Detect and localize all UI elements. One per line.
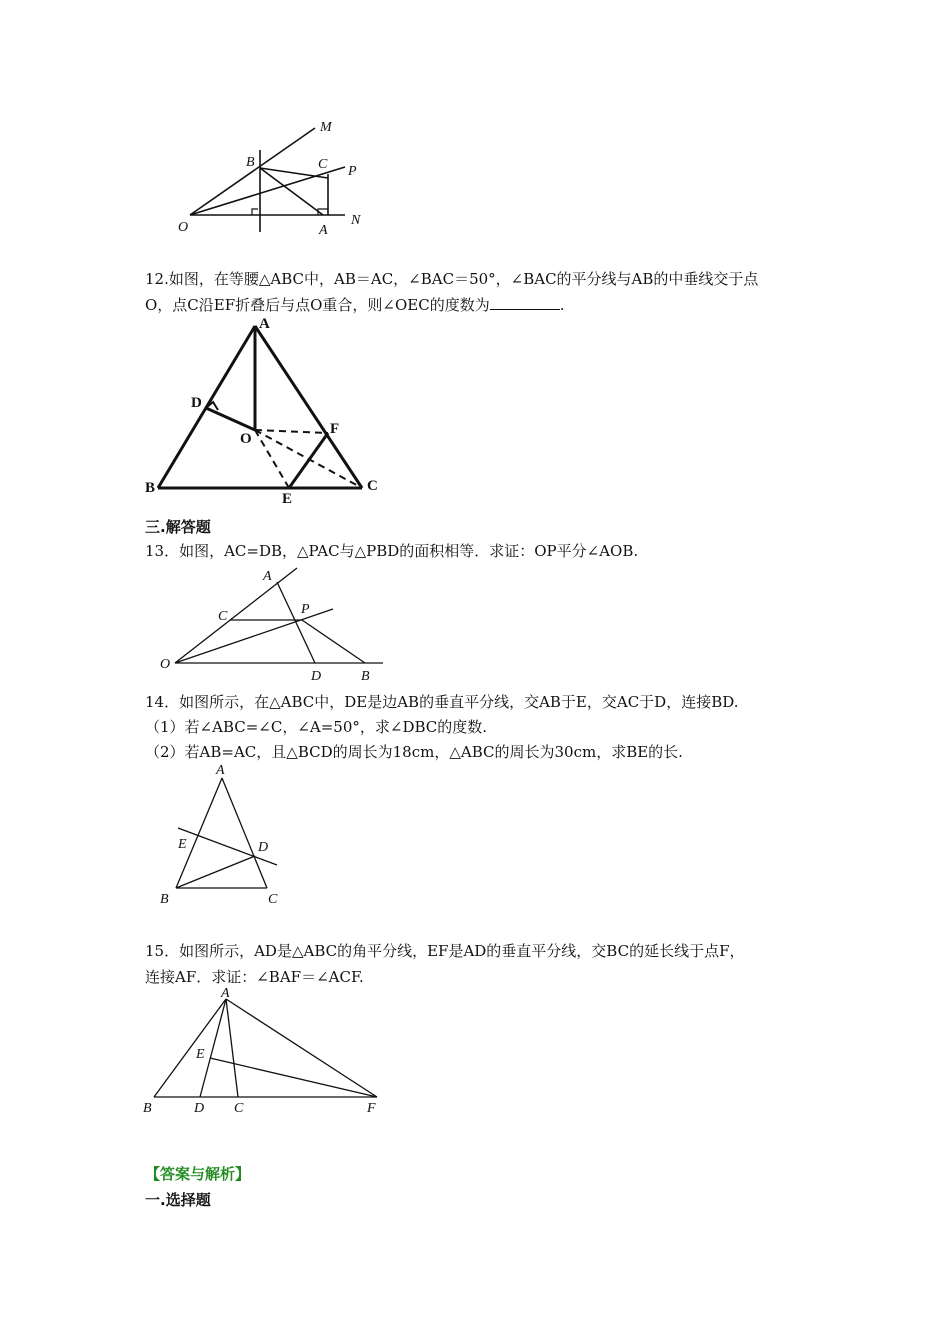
fig11-label-m: M: [320, 120, 332, 135]
fig15-label-f: F: [367, 1101, 376, 1116]
section-3-heading: 三.解答题: [145, 518, 211, 536]
fig11-label-b: B: [246, 155, 255, 170]
answers-title: 【答案与解析】: [145, 1165, 251, 1183]
fig14-label-b: B: [160, 892, 169, 907]
fig12-label-f: F: [330, 421, 340, 437]
fig13-label-o: O: [160, 657, 171, 672]
fig11-label-c: C: [318, 157, 328, 172]
fig12-label-e: E: [282, 491, 293, 507]
fig13-label-a: A: [263, 569, 272, 584]
fig15-label-d: D: [194, 1101, 205, 1116]
fig12-label-b: B: [145, 480, 156, 496]
fig15-label-a: A: [221, 986, 230, 1001]
fig11-label-o: O: [178, 220, 189, 235]
fig11-label-a: A: [319, 223, 328, 238]
fig13-label-b: B: [361, 669, 370, 684]
fig14-label-c: C: [268, 892, 278, 907]
fig13-label-d: D: [311, 669, 322, 684]
q15-line2: 连接AF．求证：∠BAF＝∠ACF.: [145, 968, 364, 986]
fig15-label-b: B: [143, 1101, 152, 1116]
fig14-label-e: E: [178, 837, 187, 852]
q12-line2-end: .: [559, 296, 565, 314]
fig13-label-p: P: [301, 602, 310, 617]
q14-line2: （1）若∠ABC=∠C，∠A=50°，求∠DBC的度数.: [145, 718, 488, 736]
q14-line3: （2）若AB=AC，且△BCD的周长为18cm，△ABC的周长为30cm，求BE的长.: [145, 743, 683, 761]
fig12-label-d: D: [191, 395, 202, 411]
fig12-label-o: O: [240, 431, 252, 447]
q13-text: 13．如图，AC=DB，△PAC与△PBD的面积相等．求证：OP平分∠AOB.: [145, 542, 639, 560]
q14-line1: 14．如图所示，在△ABC中，DE是边AB的垂直平分线，交AB于E，交AC于D，连接BD.: [145, 693, 739, 711]
fig14-label-a: A: [216, 763, 225, 778]
fig12-label-a: A: [259, 316, 270, 332]
fig11-label-n: N: [351, 213, 361, 228]
q15-line1: 15．如图所示，AD是△ABC的角平分线，EF是AD的垂直平分线，交BC的延长线于点F，: [145, 942, 745, 960]
fig11-label-p: P: [348, 164, 357, 179]
fig12-label-c: C: [367, 478, 378, 494]
q12-line2-text: O，点C沿EF折叠后与点O重合，则∠OEC的度数为: [145, 296, 490, 314]
fig15-label-c: C: [234, 1101, 244, 1116]
fig13-label-c: C: [218, 609, 228, 624]
q12-line1: 12.如图，在等腰△ABC中，AB＝AC，∠BAC＝50°，∠BAC的平分线与AB的中垂线交于点: [145, 270, 759, 288]
section-1-heading: 一.选择题: [145, 1191, 211, 1209]
fig14-label-d: D: [258, 840, 269, 855]
fig15-label-e: E: [196, 1047, 205, 1062]
